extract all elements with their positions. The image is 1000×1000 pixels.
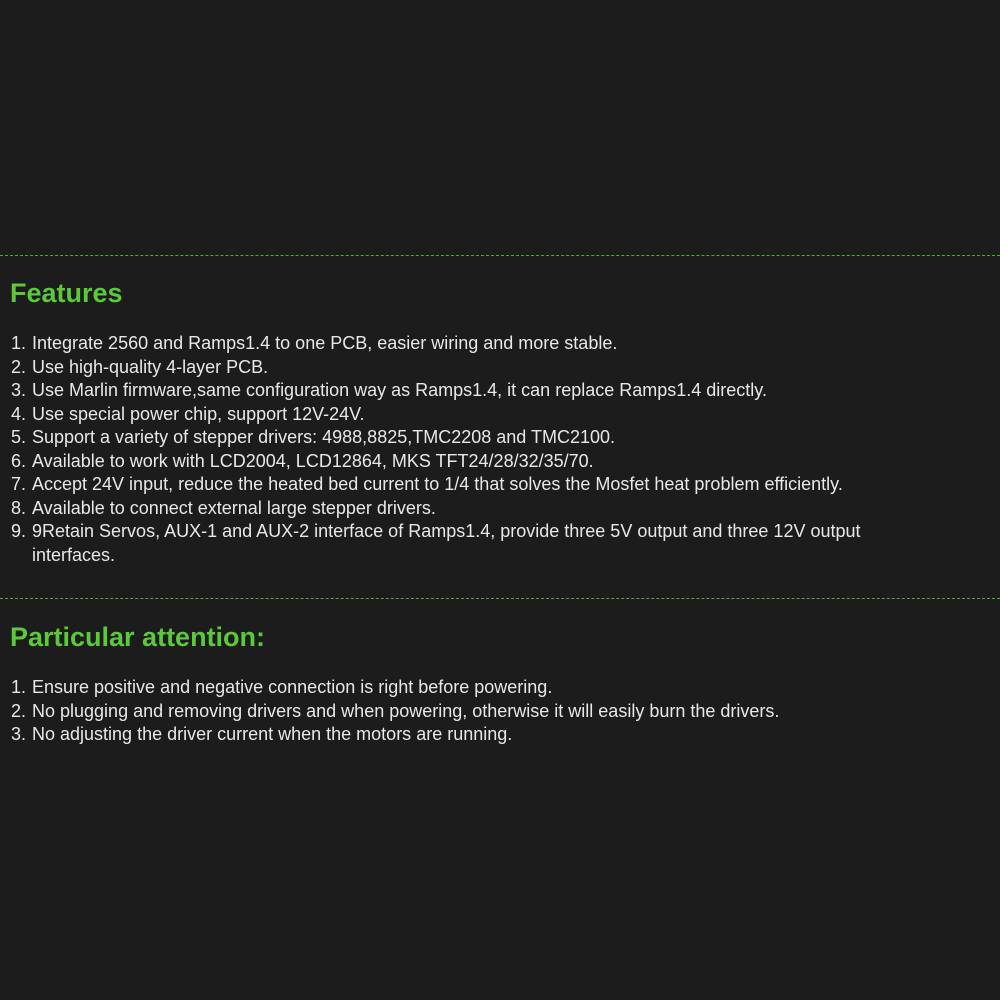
list-item [11,473,991,497]
list-item-text: Use Marlin firmware,same configuration way as Ramps1.4, it can replace Ramps1.4 directly. [32,380,767,400]
attention-heading: Particular attention: [10,622,266,652]
list-item [11,676,991,700]
features-heading: Features [10,278,123,308]
list-item [11,450,991,474]
list-item [11,426,991,450]
list-item-number: 4. [11,403,27,424]
list-item-text: Support a variety of stepper drivers: 4988,8825,TMC2208 and TMC2100. [32,427,615,447]
list-item-number: 3. [11,380,27,400]
list-item-number: 2. [11,356,27,377]
list-item-number: 5. [11,427,27,447]
list-item-number: 1. [11,677,27,697]
list-item-text: Use high-quality 4-layer PCB. [32,356,269,377]
list-item [11,700,991,724]
list-item-number: 7. [11,474,27,494]
list-item [11,497,991,521]
list-item [11,723,991,747]
list-item-text: Accept 24V input, reduce the heated bed current to 1/4 that solves the Mosfet heat problem efficiently. [32,474,843,494]
list-item-text: Available to connect external large stepper drivers. [32,497,436,518]
list-item-text: Integrate 2560 and Ramps1.4 to one PCB, easier wiring and more stable. [32,333,618,353]
list-item-text: Use special power chip, support 12V-24V. [32,403,365,424]
list-item [11,520,991,567]
list-item-text: No adjusting the driver current when the motors are running. [32,724,513,744]
list-item [11,379,991,403]
list-item-text: 9Retain Servos, AUX-1 and AUX-2 interface of Ramps1.4, provide three 5V output and three 12V output interfaces. [32,521,861,565]
section-divider-top [0,255,1000,256]
list-item-number: 8. [11,497,27,518]
list-item-number: 6. [11,450,27,471]
attention-list [11,676,991,747]
list-item-number: 1. [11,333,27,353]
section-divider-middle [0,598,1000,599]
list-item-number: 2. [11,700,27,721]
list-item [11,403,991,427]
list-item-text: Available to work with LCD2004, LCD12864, MKS TFT24/28/32/35/70. [32,450,594,471]
list-item [11,332,991,356]
features-list [11,332,991,567]
list-item-number: 3. [11,724,27,744]
list-item-text: Ensure positive and negative connection is right before powering. [32,677,553,697]
list-item-number: 9. [11,521,27,541]
list-item-text: No plugging and removing drivers and when powering, otherwise it will easily burn the drivers. [32,700,780,721]
list-item [11,356,991,380]
